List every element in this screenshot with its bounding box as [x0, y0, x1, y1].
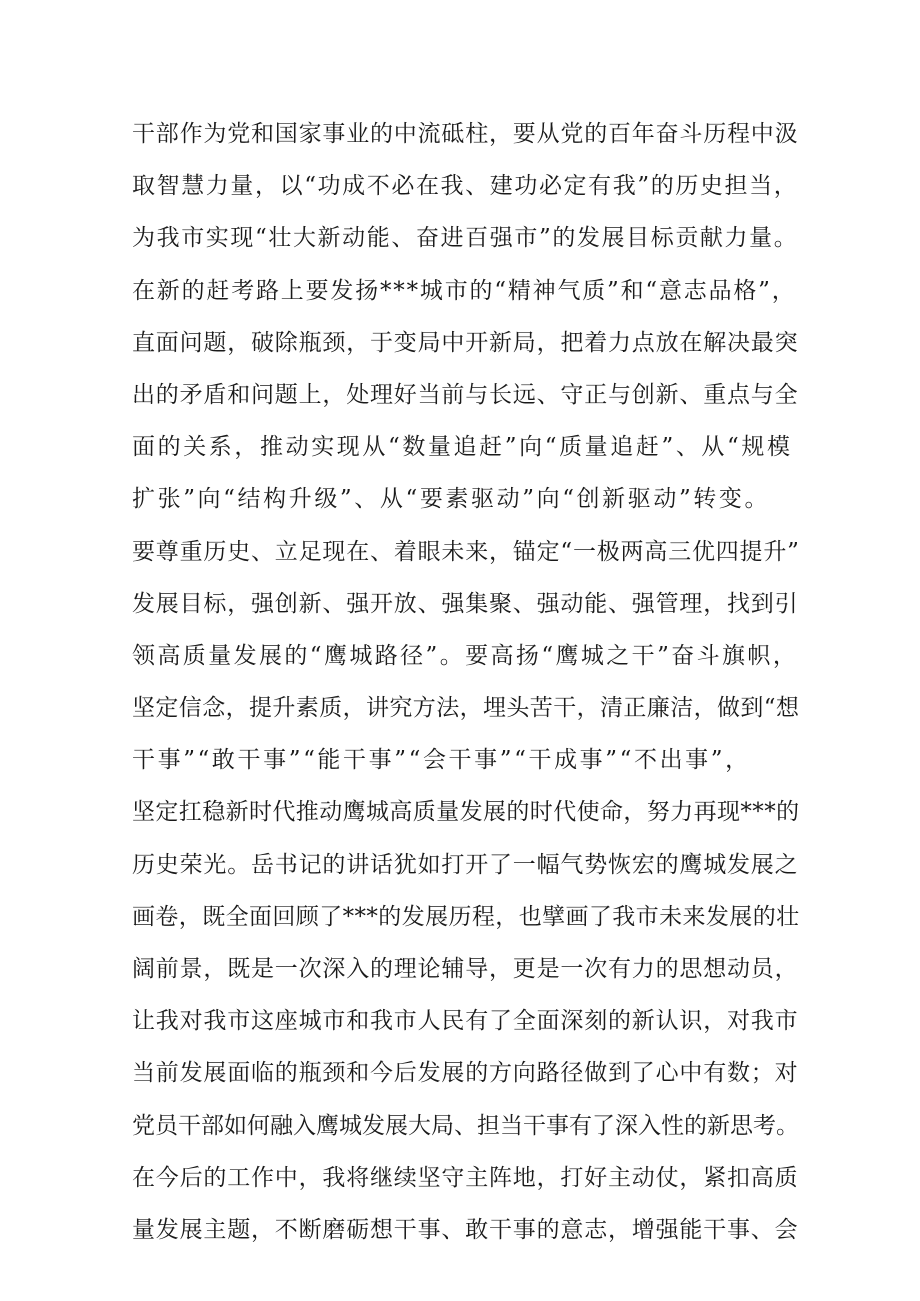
- text-line: 画卷，既全面回顾了***的发展历程，也擘画了我市未来发展的壮: [132, 903, 800, 930]
- text-line: 干事”“敢干事”“能干事”“会干事”“干成事”“不出事”，: [132, 747, 751, 774]
- body-text: [132, 108, 800, 1256]
- text-line: 直面问题，破除瓶颈，于变局中开新局，把着力点放在解决最突: [132, 329, 799, 356]
- text-line: 坚定信念，提升素质，讲究方法，埋头苦干，清正廉洁，做到“想: [132, 695, 800, 722]
- text-line: 阔前景，既是一次深入的理论辅导，更是一次有力的思想动员，: [132, 956, 799, 982]
- text-line: 历史荣光。岳书记的讲话犹如打开了一幅气势恢宏的鹰城发展之: [132, 851, 799, 878]
- text-line: 让我对我市这座城市和我市人民有了全面深刻的新认识，对我市: [132, 1008, 799, 1035]
- text-line: 坚定扛稳新时代推动鹰城高质量发展的时代使命，努力再现***的: [132, 799, 800, 826]
- text-line: 在今后的工作中，我将继续坚守主阵地，打好主动仗，紧扣高质: [132, 1164, 799, 1191]
- text-line: 为我市实现“壮大新动能、奋进百强市”的发展目标贡献力量。: [132, 225, 799, 252]
- text-line: 当前发展面临的瓶颈和今后发展的方向路径做到了心中有数；对: [132, 1060, 799, 1087]
- text-line: 要尊重历史、立足现在、着眼未来，锚定“一极两高三优四提升”: [132, 538, 800, 565]
- text-line: 面的关系，推动实现从“数量追赶”向“质量追赶”、从“规模: [132, 434, 793, 461]
- text-line: 在新的赶考路上要发扬***城市的“精神气质”和“意志品格”，: [132, 277, 797, 304]
- text-line: 党员干部如何融入鹰城发展大局、担当干事有了深入性的新思考。: [132, 1112, 799, 1139]
- text-line: 干部作为党和国家事业的中流砥柱，要从党的百年奋斗历程中汲: [132, 121, 799, 147]
- text-line: 领高质量发展的“鹰城路径”。要高扬“鹰城之干”奋斗旗帜，: [132, 642, 799, 669]
- text-line: 扩张”向“结构升级”、从“要素驱动”向“创新驱动”转变。: [132, 486, 771, 513]
- text-line: 发展目标，强创新、强开放、强集聚、强动能、强管理，找到引: [132, 590, 799, 617]
- text-line: 出的矛盾和问题上，处理好当前与长远、守正与创新、重点与全: [132, 381, 799, 408]
- text-line: 量发展主题，不断磨砺想干事、敢干事的意志，增强能干事、会: [132, 1216, 799, 1243]
- text-line: 取智慧力量，以“功成不必在我、建功必定有我”的历史担当，: [132, 173, 799, 200]
